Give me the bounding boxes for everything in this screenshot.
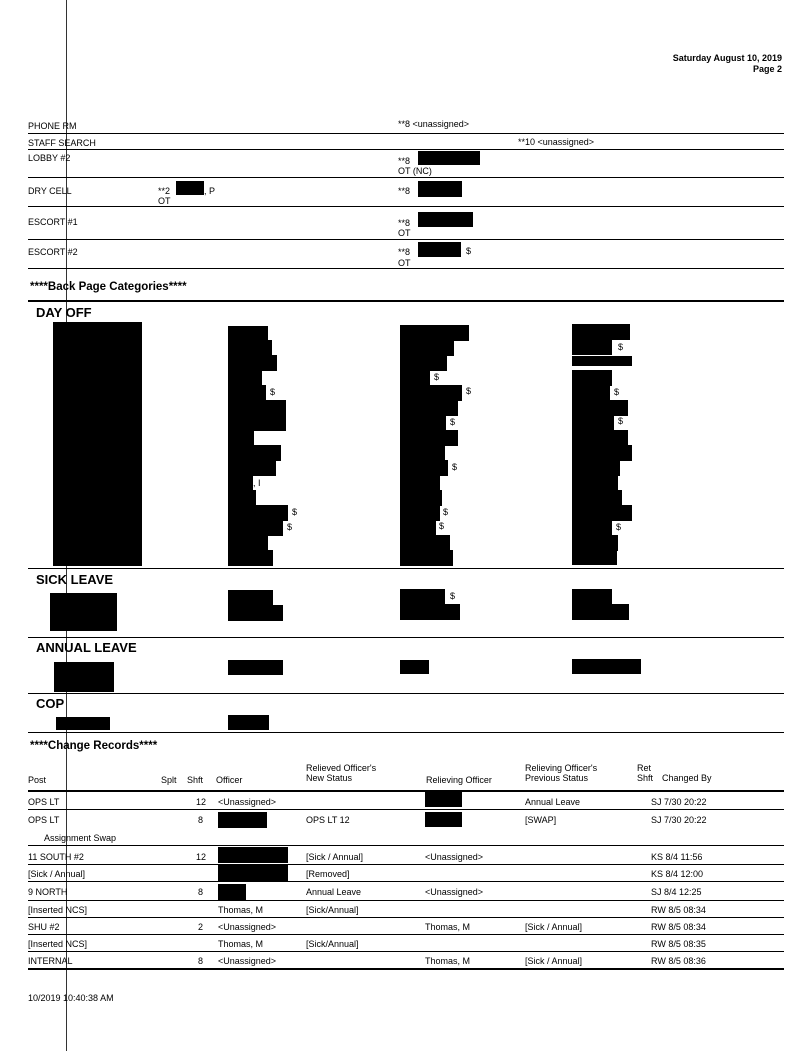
post-assignment-note: OT (NC) [398, 166, 432, 176]
table-row-post: OPS LT [28, 797, 60, 807]
dollar-mark: $ [466, 386, 472, 396]
post-name: STAFF SEARCH [28, 138, 96, 148]
dollar-mark: $ [618, 416, 624, 426]
col-officer: Officer [216, 775, 243, 785]
col-shft: Shft [187, 775, 204, 785]
table-row-new-status: [Sick/Annual] [306, 939, 359, 949]
table-row-sub: Assignment Swap [44, 833, 117, 843]
category-day-off: DAY OFF [36, 305, 92, 320]
post-assignment: **2 [158, 186, 171, 196]
table-row-relieving: <Unassigned> [425, 852, 484, 862]
post-assignment-suffix: , P [204, 186, 216, 196]
table-row-prev: [SWAP] [525, 815, 557, 825]
table-row-new-status: [Sick / Annual] [306, 852, 364, 862]
post-name: ESCORT #1 [28, 217, 78, 227]
table-row-officer: Thomas, M [218, 905, 264, 915]
back-page-title: ****Back Page Categories**** [30, 281, 187, 293]
page-number: Page 2 [752, 64, 782, 74]
table-row-new-status: OPS LT 12 [306, 815, 350, 825]
table-row-prev: [Sick / Annual] [525, 956, 583, 966]
post-assignment: **8 [398, 186, 411, 196]
post-name: ESCORT #2 [28, 247, 78, 257]
dollar-mark: $ [439, 521, 445, 531]
redaction [176, 181, 204, 195]
dollar-mark: $ [434, 372, 440, 382]
table-row-prev: Annual Leave [525, 797, 581, 807]
footer-timestamp: 10/2019 10:40:38 AM [28, 993, 114, 1003]
table-row-post: OPS LT [28, 815, 60, 825]
table-row-post: [Inserted NCS] [28, 939, 88, 949]
dollar-mark: $ [450, 591, 456, 601]
redaction [418, 212, 473, 227]
redaction [418, 151, 480, 165]
dollar-mark: $ [292, 507, 298, 517]
dollar-mark: $ [616, 522, 622, 532]
table-row-shft: 8 [198, 815, 204, 825]
table-row-new-status: [Removed] [306, 869, 350, 879]
post-assignment: **8 [398, 247, 411, 257]
table-row-post: INTERNAL [28, 956, 73, 966]
table-row-prev: [Sick / Annual] [525, 922, 583, 932]
table-row-changed: RW 8/5 08:35 [651, 939, 706, 949]
post-assignment-note: OT [398, 228, 411, 238]
table-row-changed: SJ 7/30 20:22 [651, 815, 707, 825]
table-row-shft: 8 [198, 956, 204, 966]
table-row-post: 11 SOUTH #2 [28, 852, 84, 862]
col-relieving: Relieving Officer [426, 775, 492, 785]
table-row-changed: RW 8/5 08:36 [651, 956, 706, 966]
post-assignment: **8 [398, 156, 411, 166]
dollar-mark: $ [618, 342, 624, 352]
table-row-changed: KS 8/4 11:56 [651, 852, 703, 862]
report-date: Saturday August 10, 2019 [672, 53, 782, 63]
table-row-changed: SJ 7/30 20:22 [651, 797, 707, 807]
table-row-post: [Inserted NCS] [28, 905, 88, 915]
post-name: LOBBY #2 [28, 153, 71, 163]
table-row-officer: <Unassigned> [218, 797, 277, 807]
table-row-relieving: Thomas, M [425, 922, 471, 932]
col-new-status-2: New Status [306, 773, 353, 783]
category-cop: COP [36, 696, 65, 711]
dollar-mark: $ [450, 417, 456, 427]
post-assignment: **8 [398, 218, 411, 228]
post-assignment-note: OT [398, 258, 411, 268]
post-name: DRY CELL [28, 186, 72, 196]
table-row-shft: 8 [198, 887, 204, 897]
category-sick-leave: SICK LEAVE [36, 572, 114, 587]
table-row-post: [Sick / Annual] [28, 869, 86, 879]
initial-mark: , I [253, 478, 261, 488]
table-row-relieving: Thomas, M [425, 956, 471, 966]
post-assignment-note: OT [158, 196, 171, 206]
post-name: PHONE RM [28, 121, 77, 131]
change-records-title: ****Change Records**** [30, 740, 158, 752]
table-row-post: SHU #2 [28, 922, 60, 932]
dollar-mark: $ [614, 387, 620, 397]
table-row-changed: KS 8/4 12:00 [651, 869, 704, 879]
col-new-status-1: Relieved Officer's [306, 763, 377, 773]
redaction [418, 242, 461, 257]
post-assignment-suffix: $ [466, 246, 472, 256]
col-splt: Splt [161, 775, 177, 785]
table-row-post: 9 NORTH [28, 887, 68, 897]
col-prev-status-1: Relieving Officer's [525, 763, 598, 773]
table-row-new-status: Annual Leave [306, 887, 362, 897]
col-ret-1: Ret [637, 763, 652, 773]
category-annual-leave: ANNUAL LEAVE [36, 640, 137, 655]
table-row-shft: 2 [198, 922, 204, 932]
table-row-officer: <Unassigned> [218, 922, 277, 932]
table-row-shft: 12 [196, 797, 207, 807]
dollar-mark: $ [287, 522, 293, 532]
table-row-changed: SJ 8/4 12:25 [651, 887, 702, 897]
col-ret-2: Shft [637, 773, 654, 783]
table-row-officer: Thomas, M [218, 939, 264, 949]
col-post: Post [28, 775, 47, 785]
table-row-changed: RW 8/5 08:34 [651, 922, 706, 932]
dollar-mark: $ [443, 507, 449, 517]
post-assignment: **10 <unassigned> [518, 137, 595, 147]
table-row-new-status: [Sick/Annual] [306, 905, 359, 915]
col-changed-by: Changed By [662, 773, 712, 783]
dollar-mark: $ [270, 387, 276, 397]
post-assignment: **8 <unassigned> [398, 119, 470, 129]
table-row-changed: RW 8/5 08:34 [651, 905, 706, 915]
table-row-relieving: <Unassigned> [425, 887, 484, 897]
dollar-mark: $ [452, 462, 458, 472]
table-row-officer: <Unassigned> [218, 956, 277, 966]
table-row-shft: 12 [196, 852, 207, 862]
redaction [418, 181, 462, 197]
col-prev-status-2: Previous Status [525, 773, 589, 783]
